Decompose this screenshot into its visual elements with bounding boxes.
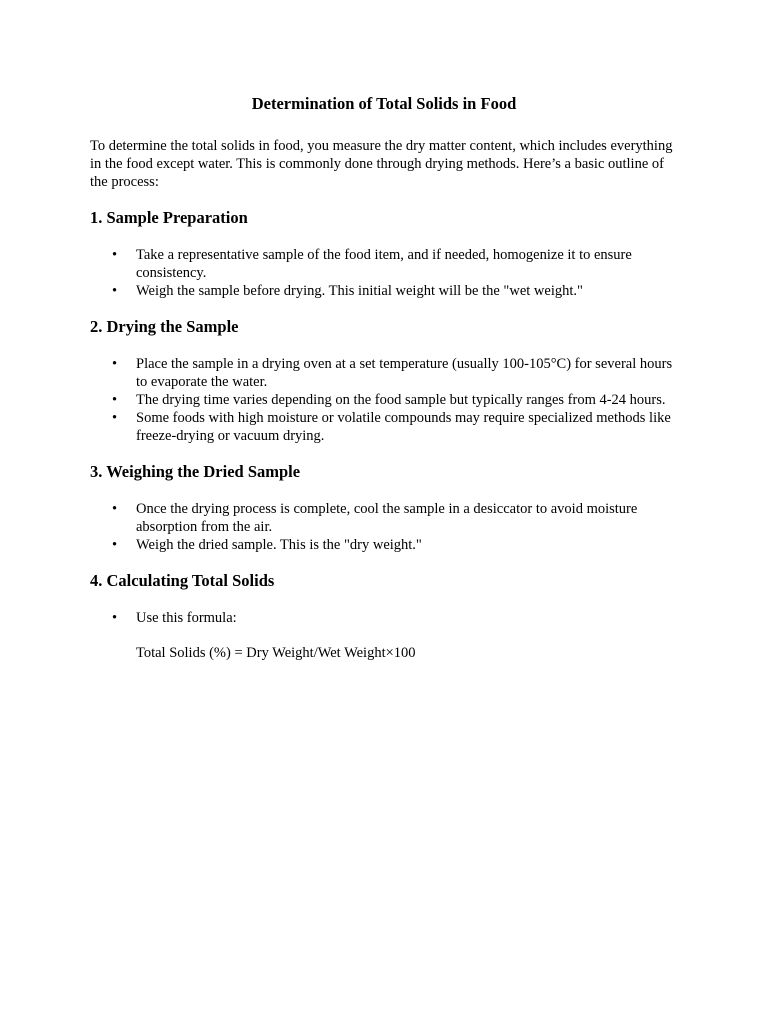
section-weighing-the-dried-sample xyxy=(90,462,678,554)
bullet-icon: • xyxy=(112,537,118,553)
list-item xyxy=(90,246,678,282)
list-item-text: Take a representative sample of the food item, and if needed, homogenize it to ensure consistency. xyxy=(136,247,632,281)
list-item xyxy=(90,391,678,409)
list-item xyxy=(90,355,678,391)
bullet-list xyxy=(90,246,678,300)
list-item xyxy=(90,609,678,627)
bullet-icon: • xyxy=(112,392,118,408)
list-item xyxy=(90,409,678,445)
section-sample-preparation xyxy=(90,208,678,300)
list-item-text: The drying time varies depending on the food sample but typically ranges from 4-24 hours. xyxy=(136,392,666,408)
section-drying-the-sample xyxy=(90,317,678,445)
list-item-text: Place the sample in a drying oven at a set temperature (usually 100-105°C) for several hours to evaporate the water. xyxy=(136,356,673,390)
bullet-icon: • xyxy=(112,247,118,263)
list-item xyxy=(90,536,678,554)
list-item-text: Once the drying process is complete, cool the sample in a desiccator to avoid moisture absorption from the air. xyxy=(136,501,638,535)
section-heading: 1. Sample Preparation xyxy=(90,208,248,227)
section-heading: 4. Calculating Total Solids xyxy=(90,571,275,590)
section-heading: 3. Weighing the Dried Sample xyxy=(90,462,301,481)
bullet-list xyxy=(90,355,678,445)
bullet-icon: • xyxy=(112,410,118,426)
list-item-text: Some foods with high moisture or volatile compounds may require specialized methods like freeze-drying or vacuum drying. xyxy=(136,410,671,444)
bullet-icon: • xyxy=(112,356,118,372)
intro-paragraph: To determine the total solids in food, you measure the dry matter content, which includes everything in the food except water. This is commonly done through drying methods. Here’s a basic outline of the process: xyxy=(90,138,673,190)
list-item xyxy=(90,500,678,536)
list-item xyxy=(90,282,678,300)
document-title: Determination of Total Solids in Food xyxy=(251,94,517,113)
bullet-icon: • xyxy=(112,501,118,517)
bullet-list xyxy=(90,500,678,554)
bullet-icon: • xyxy=(112,610,118,626)
list-item-text: Weigh the dried sample. This is the "dry weight." xyxy=(136,537,422,553)
list-item-text: Weigh the sample before drying. This initial weight will be the "wet weight." xyxy=(136,283,583,299)
section-calculating-total-solids xyxy=(90,571,678,662)
total-solids-formula: Total Solids (%) = Dry Weight/Wet Weight×100 xyxy=(136,645,416,661)
section-heading: 2. Drying the Sample xyxy=(90,317,239,336)
bullet-icon: • xyxy=(112,283,118,299)
list-item-text: Use this formula: xyxy=(136,610,237,626)
bullet-list xyxy=(90,609,678,627)
